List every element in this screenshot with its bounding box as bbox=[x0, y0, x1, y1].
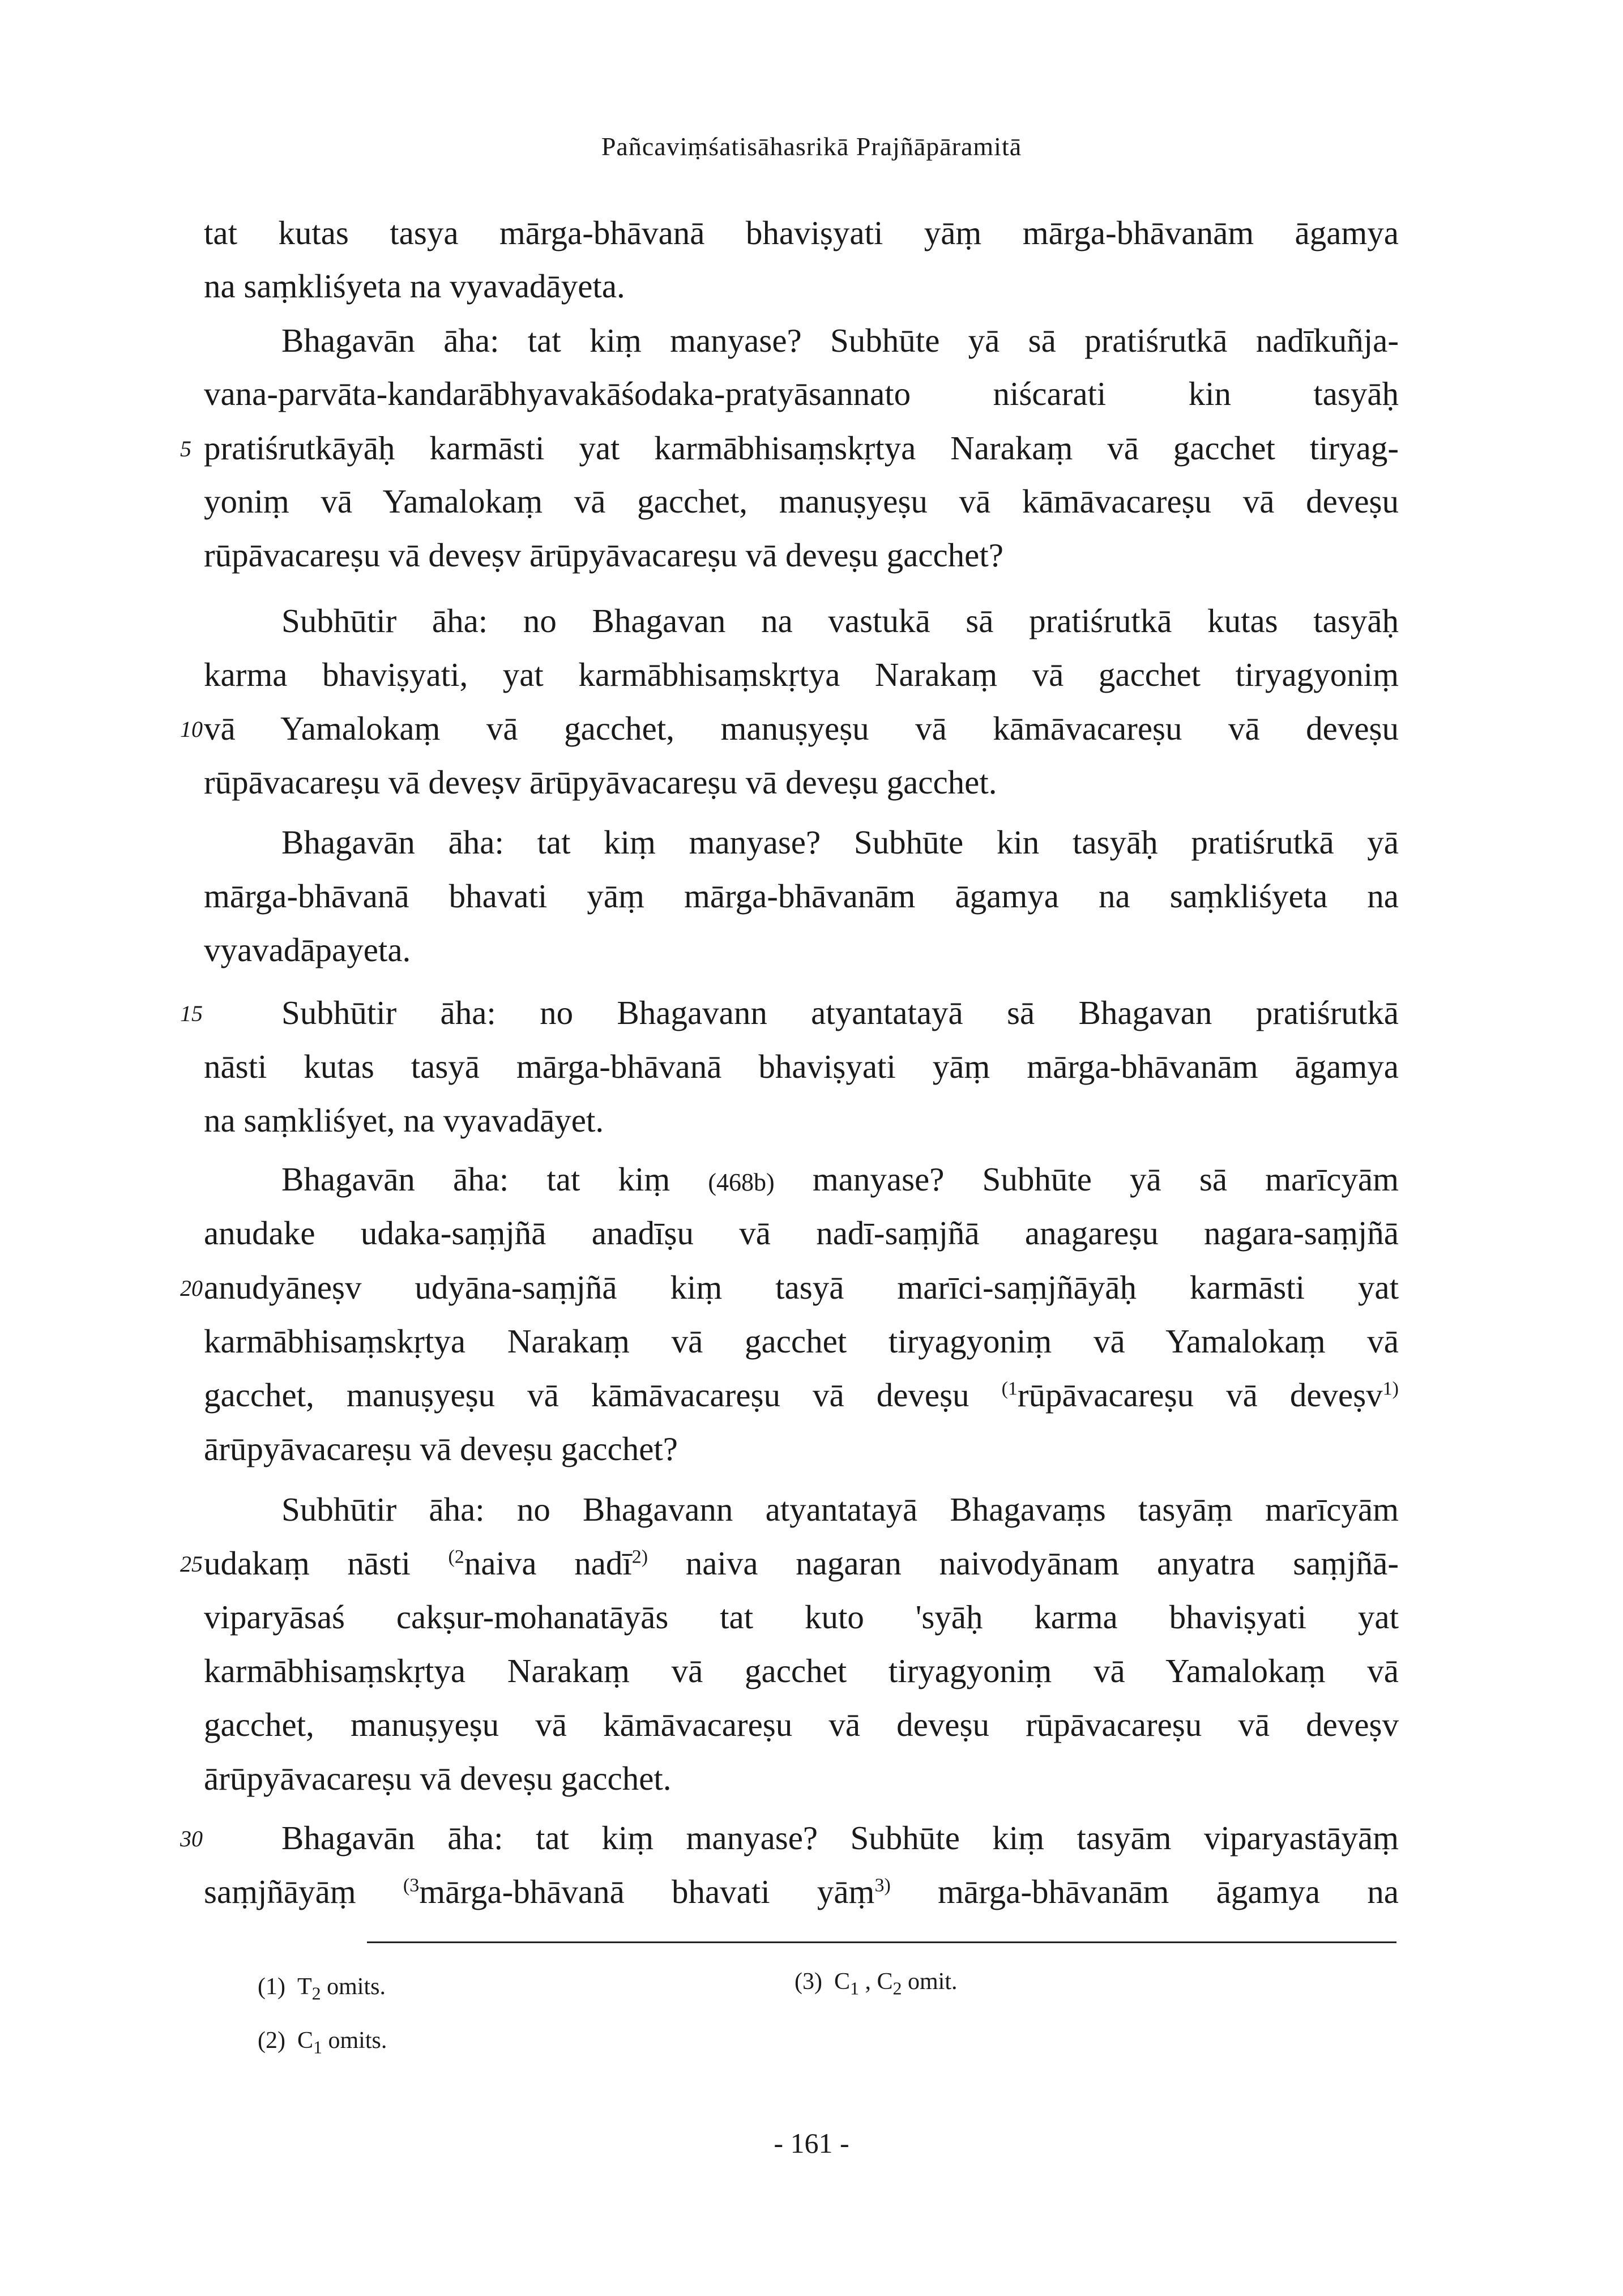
text-line: Bhagavān āha: tat kiṃ manyase? Subhūte kiṃ tasyām viparyastāyāṃ bbox=[281, 1819, 1399, 1857]
footnote-text: omit. bbox=[902, 1969, 958, 1995]
text-segment: saṃjñāyāṃ bbox=[204, 1873, 403, 1910]
text-line: Bhagavān āha: tat kiṃ manyase? Subhūte yā sā pratiśrutkā nadīkuñja- bbox=[281, 322, 1399, 359]
footnote-text: , C bbox=[859, 1969, 893, 1995]
line-number: 5 bbox=[180, 436, 191, 462]
footnote bbox=[258, 1974, 386, 2004]
text-line bbox=[281, 1160, 1399, 1198]
footnote-subscript: 1 bbox=[313, 2037, 322, 2058]
line-number: 15 bbox=[180, 1001, 203, 1026]
text-segment: gacchet, manuṣyeṣu vā kāmāvacareṣu vā deveṣu bbox=[204, 1376, 1002, 1414]
footnote-close-marker: 1) bbox=[1382, 1378, 1399, 1399]
text-line: viparyāsaś cakṣur-mohanatāyās tat kuto 'syāḥ karma bhaviṣyati yat bbox=[204, 1598, 1399, 1636]
text-segment: manyase? Subhūte yā sā marīcyām bbox=[774, 1160, 1399, 1198]
text-line: karma bhaviṣyati, yat karmābhisaṃskṛtya Narakaṃ vā gacchet tiryagyoniṃ bbox=[204, 656, 1399, 693]
text-line: rūpāvacareṣu vā deveṣv ārūpyāvacareṣu vā deveṣu gacchet? bbox=[204, 536, 1003, 574]
footnote-open-marker: (2 bbox=[448, 1546, 464, 1568]
footnote-text: C bbox=[834, 1969, 850, 1995]
text-segment: naiva nagaran naivodyānam anyatra saṃjñā- bbox=[648, 1544, 1399, 1582]
text-line: tat kutas tasya mārga-bhāvanā bhaviṣyati yāṃ mārga-bhāvanām āgamya bbox=[204, 214, 1399, 251]
footnote-subscript: 2 bbox=[311, 1983, 321, 2004]
text-line: vana-parvāta-kandarābhyavakāśodaka-pratyāsannato niścarati kin tasyāḥ bbox=[204, 375, 1399, 412]
text-line: Subhūtir āha: no Bhagavann atyantatayā Bhagavaṃs tasyāṃ marīcyām bbox=[281, 1491, 1399, 1528]
line-number: 25 bbox=[180, 1551, 203, 1577]
text-line: ārūpyāvacareṣu vā deveṣu gacchet. bbox=[204, 1760, 672, 1797]
text-line: mārga-bhāvanā bhavati yāṃ mārga-bhāvanām āgamya na saṃkliśyeta na bbox=[204, 877, 1399, 915]
footnote-text: omits. bbox=[322, 2028, 387, 2054]
line-number: 20 bbox=[180, 1275, 203, 1301]
footnote-subscript: 1 bbox=[850, 1978, 859, 1999]
text-segment: naiva nadī bbox=[464, 1544, 632, 1582]
page-reference: (468b) bbox=[708, 1168, 775, 1196]
text-line: ārūpyāvacareṣu vā deveṣu gacchet? bbox=[204, 1430, 678, 1467]
footnote-close-marker: 2) bbox=[631, 1546, 648, 1568]
text-line: anudyāneṣv udyāna-saṃjñā kiṃ tasyā marīci-saṃjñāyāḥ karmāsti yat bbox=[204, 1269, 1399, 1306]
footnote-label: (3) bbox=[795, 1969, 822, 1995]
footnote-open-marker: (1 bbox=[1001, 1378, 1018, 1399]
footnote-close-marker: 3) bbox=[874, 1875, 891, 1896]
footnote-text: omits. bbox=[321, 1974, 386, 2000]
footnote bbox=[795, 1969, 958, 1999]
footnote-label: (1) bbox=[258, 1974, 285, 2000]
text-line: yoniṃ vā Yamalokaṃ vā gacchet, manuṣyeṣu vā kāmāvacareṣu vā deveṣu bbox=[204, 483, 1399, 520]
text-segment: mārga-bhāvanām āgamya na bbox=[890, 1873, 1399, 1910]
text-segment: Bhagavān āha: tat kiṃ bbox=[281, 1160, 708, 1198]
footnote-divider bbox=[367, 1941, 1396, 1943]
text-segment: udakaṃ nāsti bbox=[204, 1544, 449, 1582]
text-segment: mārga-bhāvanā bhavati yāṃ bbox=[419, 1873, 875, 1910]
text-line: Subhūtir āha: no Bhagavan na vastukā sā pratiśrutkā kutas tasyāḥ bbox=[281, 602, 1399, 639]
text-line: nāsti kutas tasyā mārga-bhāvanā bhaviṣyati yāṃ mārga-bhāvanām āgamya bbox=[204, 1048, 1399, 1085]
line-number: 30 bbox=[180, 1826, 203, 1851]
text-line bbox=[204, 1544, 1399, 1582]
text-line bbox=[204, 1875, 1399, 1909]
footnote-text: C bbox=[297, 2028, 313, 2054]
text-line: na saṃkliśyet, na vyavadāyet. bbox=[204, 1102, 604, 1139]
text-line: Bhagavān āha: tat kiṃ manyase? Subhūte kin tasyāḥ pratiśrutkā yā bbox=[281, 823, 1399, 861]
text-line: anudake udaka-saṃjñā anadīṣu vā nadī-saṃjñā anagareṣu nagara-saṃjñā bbox=[204, 1214, 1399, 1252]
footnote-text: T bbox=[297, 1974, 312, 2000]
text-segment: rūpāvacareṣu vā deveṣv bbox=[1017, 1376, 1383, 1414]
running-header: Pañcaviṃśatisāhasrikā Prajñāpāramitā bbox=[601, 132, 1022, 161]
text-line: gacchet, manuṣyeṣu vā kāmāvacareṣu vā deveṣu rūpāvacareṣu vā deveṣv bbox=[204, 1706, 1399, 1743]
text-line: Subhūtir āha: no Bhagavann atyantatayā sā Bhagavan pratiśrutkā bbox=[281, 994, 1399, 1031]
footnote-open-marker: (3 bbox=[403, 1875, 420, 1896]
text-line: rūpāvacareṣu vā deveṣv ārūpyāvacareṣu vā deveṣu gacchet. bbox=[204, 763, 997, 801]
footnote bbox=[258, 2028, 387, 2058]
text-line: vyavadāpayeta. bbox=[204, 931, 411, 968]
text-line: vā Yamalokaṃ vā gacchet, manuṣyeṣu vā kāmāvacareṣu vā deveṣu bbox=[204, 710, 1399, 747]
page-number: - 161 - bbox=[774, 2127, 849, 2159]
text-line: na saṃkliśyeta na vyavadāyeta. bbox=[204, 267, 625, 305]
text-line bbox=[204, 1376, 1399, 1414]
text-line: pratiśrutkāyāḥ karmāsti yat karmābhisaṃskṛtya Narakaṃ vā gacchet tiryag- bbox=[204, 429, 1399, 467]
text-line: karmābhisaṃskṛtya Narakaṃ vā gacchet tiryagyoniṃ vā Yamalokaṃ vā bbox=[204, 1652, 1399, 1689]
text-line: karmābhisaṃskṛtya Narakaṃ vā gacchet tiryagyoniṃ vā Yamalokaṃ vā bbox=[204, 1322, 1399, 1360]
footnote-subscript: 2 bbox=[892, 1978, 902, 1999]
footnote-label: (2) bbox=[258, 2028, 285, 2054]
line-number: 10 bbox=[180, 716, 203, 742]
